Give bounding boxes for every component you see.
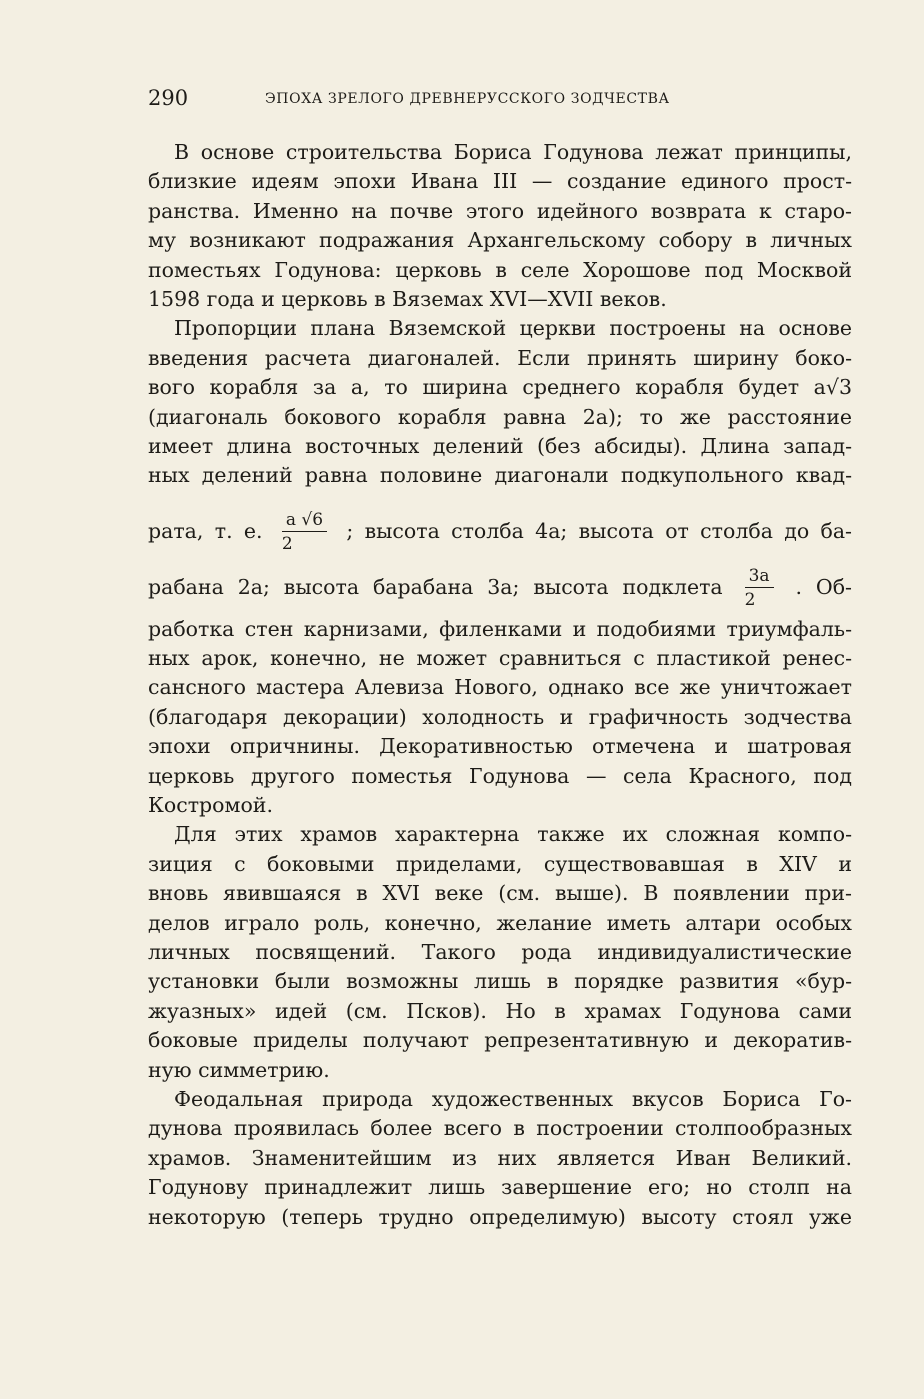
text-line: боковые приделы получают репрезентативную и декоратив- <box>148 1028 852 1053</box>
text-line: поместьях Годунова: церковь в селе Хорошове под Москвой <box>148 257 852 282</box>
text-line: Годунову принадлежит лишь завершение его; но столп на <box>148 1175 852 1200</box>
text-line: В основе строительства Бориса Годунова лежат принципы, <box>174 140 852 164</box>
text-line: 1598 года и церковь в Вяземах XVI—XVII веков. <box>148 286 667 311</box>
page-number: 290 <box>148 86 189 110</box>
text-line: дунова проявилась более всего в построении столпообразных <box>148 1116 852 1141</box>
text-line: храмов. Знаменитейшим из них является Иван Великий. <box>148 1145 852 1170</box>
body-text <box>148 138 852 1232</box>
text-line: ных делений равна половине диагонали подкупольного квад- <box>148 463 852 488</box>
text-line: ных арок, конечно, не может сравниться с пластикой ренес- <box>148 646 852 671</box>
text-fragment: ; высота столба 4а; высота от столба до ба- <box>346 518 852 543</box>
text-line: вновь явившаяся в XVI веке (см. выше). В появлении при- <box>148 881 852 906</box>
text-line: установки были возможны лишь в порядке развития «бур- <box>148 969 852 994</box>
fraction-denominator: 2 <box>281 533 293 554</box>
text-fragment: рабана 2а; высота барабана 3а; высота подклета <box>148 574 723 599</box>
text-line: жуазных» идей (см. Псков). Но в храмах Годунова сами <box>148 998 852 1023</box>
text-line: ную симметрию. <box>148 1057 330 1082</box>
text-line: му возникают подражания Архангельскому собору в личных <box>148 228 852 253</box>
text-line: церковь другого поместья Годунова — села Красного, под <box>148 763 852 788</box>
text-line: Пропорции плана Вяземской церкви построены на основе <box>174 316 852 341</box>
formula-line <box>148 503 852 559</box>
fraction-numerator: 3а <box>745 568 774 588</box>
fraction-denominator: 2 <box>744 589 756 610</box>
fraction-a-root6-over-2 <box>281 509 327 554</box>
formula-line <box>148 559 852 615</box>
page-header <box>148 86 860 116</box>
text-line: введения расчета диагоналей. Если принять ширину боко- <box>148 345 852 370</box>
text-fragment: рата, т. е. <box>148 518 263 543</box>
text-line: делов играло роль, конечно, желание иметь алтари особых <box>148 910 852 935</box>
text-line: ранства. Именно на почве этого идейного возврата к старо- <box>148 198 852 223</box>
text-line: (благодаря декорации) холодность и графичность зодчества <box>148 704 852 729</box>
text-line: сансного мастера Алевиза Нового, однако все же уничтожает <box>148 675 852 700</box>
fraction-numerator: а √6 <box>282 512 327 532</box>
text-line: зиция с боковыми приделами, существовавшая в XIV и <box>148 851 852 876</box>
text-line: личных посвящений. Такого рода индивидуалистические <box>148 939 852 964</box>
text-line: близкие идеям эпохи Ивана III — создание единого прост- <box>148 169 852 194</box>
text-line: имеет длина восточных делений (без абсиды). Длина запад- <box>148 433 852 458</box>
text-line: некоторую (теперь трудно определимую) высоту стоял уже <box>148 1204 852 1229</box>
text-fragment: . Об- <box>795 574 852 599</box>
text-line: Феодальная природа художественных вкусов Бориса Го- <box>174 1086 852 1111</box>
running-title: ЭПОХА ЗРЕЛОГО ДРЕВНЕРУССКОГО ЗОДЧЕСТВА <box>265 91 670 107</box>
text-line: эпохи опричнины. Декоративностью отмечена и шатровая <box>148 734 852 759</box>
text-line: вого корабля за а, то ширина среднего корабля будет а√3 <box>148 375 852 400</box>
text-line: Костромой. <box>148 793 273 818</box>
text-line: работка стен карнизами, филенками и подобиями триумфаль- <box>148 616 852 641</box>
fraction-3a-over-2 <box>744 565 774 610</box>
text-line: Для этих храмов характерна также их сложная компо- <box>174 822 852 847</box>
text-line: (диагональ бокового корабля равна 2а); то же расстояние <box>148 404 852 429</box>
